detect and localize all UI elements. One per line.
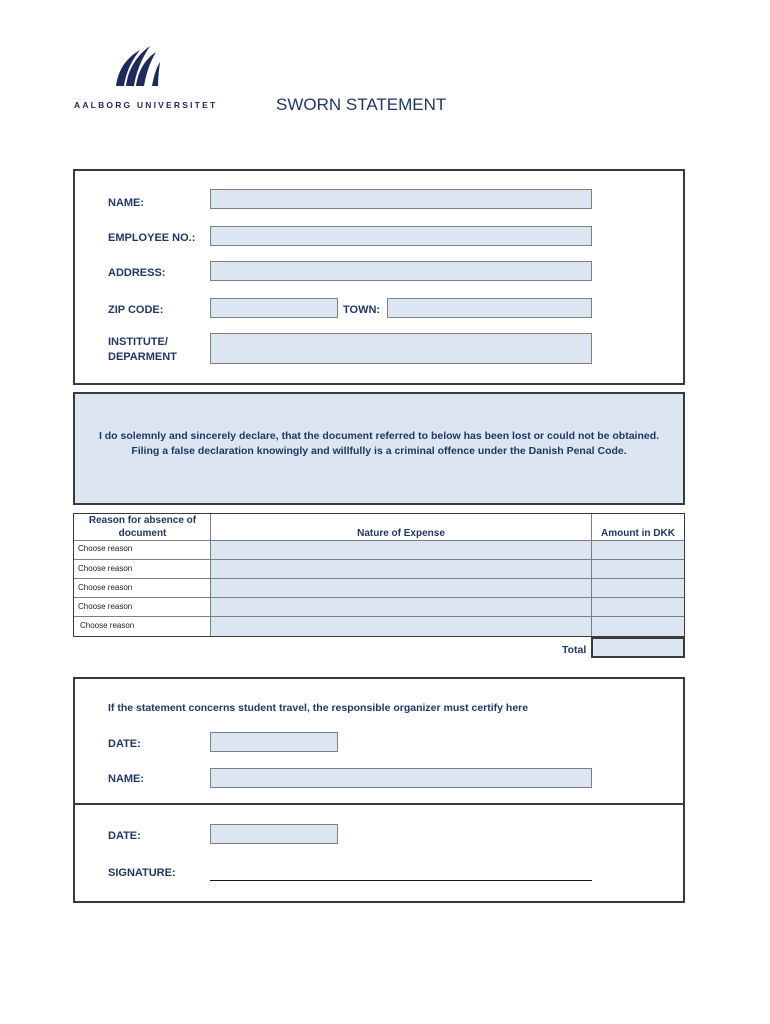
reason-dropdown[interactable]: Choose reason: [78, 544, 133, 553]
reason-dropdown[interactable]: Choose reason: [78, 602, 133, 611]
section-divider: [73, 803, 685, 805]
university-name: AALBORG UNIVERSITET: [74, 100, 218, 110]
employee-no-field[interactable]: [210, 226, 592, 246]
declaration-text: [75, 429, 683, 458]
date-field[interactable]: [210, 732, 338, 752]
declaration-line-2: Filing a false declaration knowingly and willfully is a criminal offence under the Danish Penal Code.: [131, 444, 627, 457]
table-row-line: [74, 597, 684, 598]
reason-column-header: [76, 514, 209, 540]
reason-dropdown[interactable]: Choose reason: [78, 583, 133, 592]
date-2-field[interactable]: [210, 824, 338, 844]
student-travel-note: If the statement concerns student travel, the responsible organizer must certify here: [108, 702, 529, 714]
total-amount-field[interactable]: [591, 637, 685, 658]
institute-label: INSTITUTE/: [108, 336, 168, 348]
zip-code-label: ZIP CODE:: [108, 304, 164, 316]
declaration-line-1: I do solemnly and sincerely declare, that the document referred to below has been lost or could not be obtained.: [98, 430, 660, 442]
organizer-name-label: NAME:: [108, 773, 145, 785]
table-row-line: [74, 559, 684, 560]
institute-field[interactable]: [210, 333, 592, 364]
table-row-line: [74, 578, 684, 579]
zip-code-field[interactable]: [210, 298, 338, 318]
organizer-name-field[interactable]: [210, 768, 592, 788]
signature-line[interactable]: [210, 880, 592, 881]
amount-column-header: Amount in DKK: [601, 528, 675, 539]
page-title: SWORN STATEMENT: [276, 95, 447, 114]
amount-column-fill: [592, 541, 684, 636]
date-2-label: DATE:: [108, 830, 141, 842]
town-field[interactable]: [387, 298, 592, 318]
employee-no-label: EMPLOYEE NO.:: [108, 232, 196, 244]
total-label: Total: [562, 644, 587, 656]
nature-column-header: Nature of Expense: [357, 528, 445, 539]
name-field[interactable]: [210, 189, 592, 209]
nature-column-fill: [211, 541, 591, 636]
signature-label: SIGNATURE:: [108, 867, 176, 879]
reason-dropdown[interactable]: Choose reason: [78, 564, 133, 573]
table-row-line: [74, 540, 684, 541]
date-label: DATE:: [108, 738, 141, 750]
department-label: DEPARMENT: [108, 351, 177, 363]
name-label: NAME:: [108, 197, 145, 209]
reason-header-line-1: Reason for absence of: [88, 515, 197, 526]
reason-header-line-2: document: [118, 528, 167, 539]
reason-dropdown[interactable]: Choose reason: [80, 621, 135, 630]
university-logo-icon: [112, 40, 162, 90]
town-label: TOWN:: [343, 304, 381, 316]
address-label: ADDRESS:: [108, 267, 166, 279]
table-row-line: [74, 616, 684, 617]
address-field[interactable]: [210, 261, 592, 281]
